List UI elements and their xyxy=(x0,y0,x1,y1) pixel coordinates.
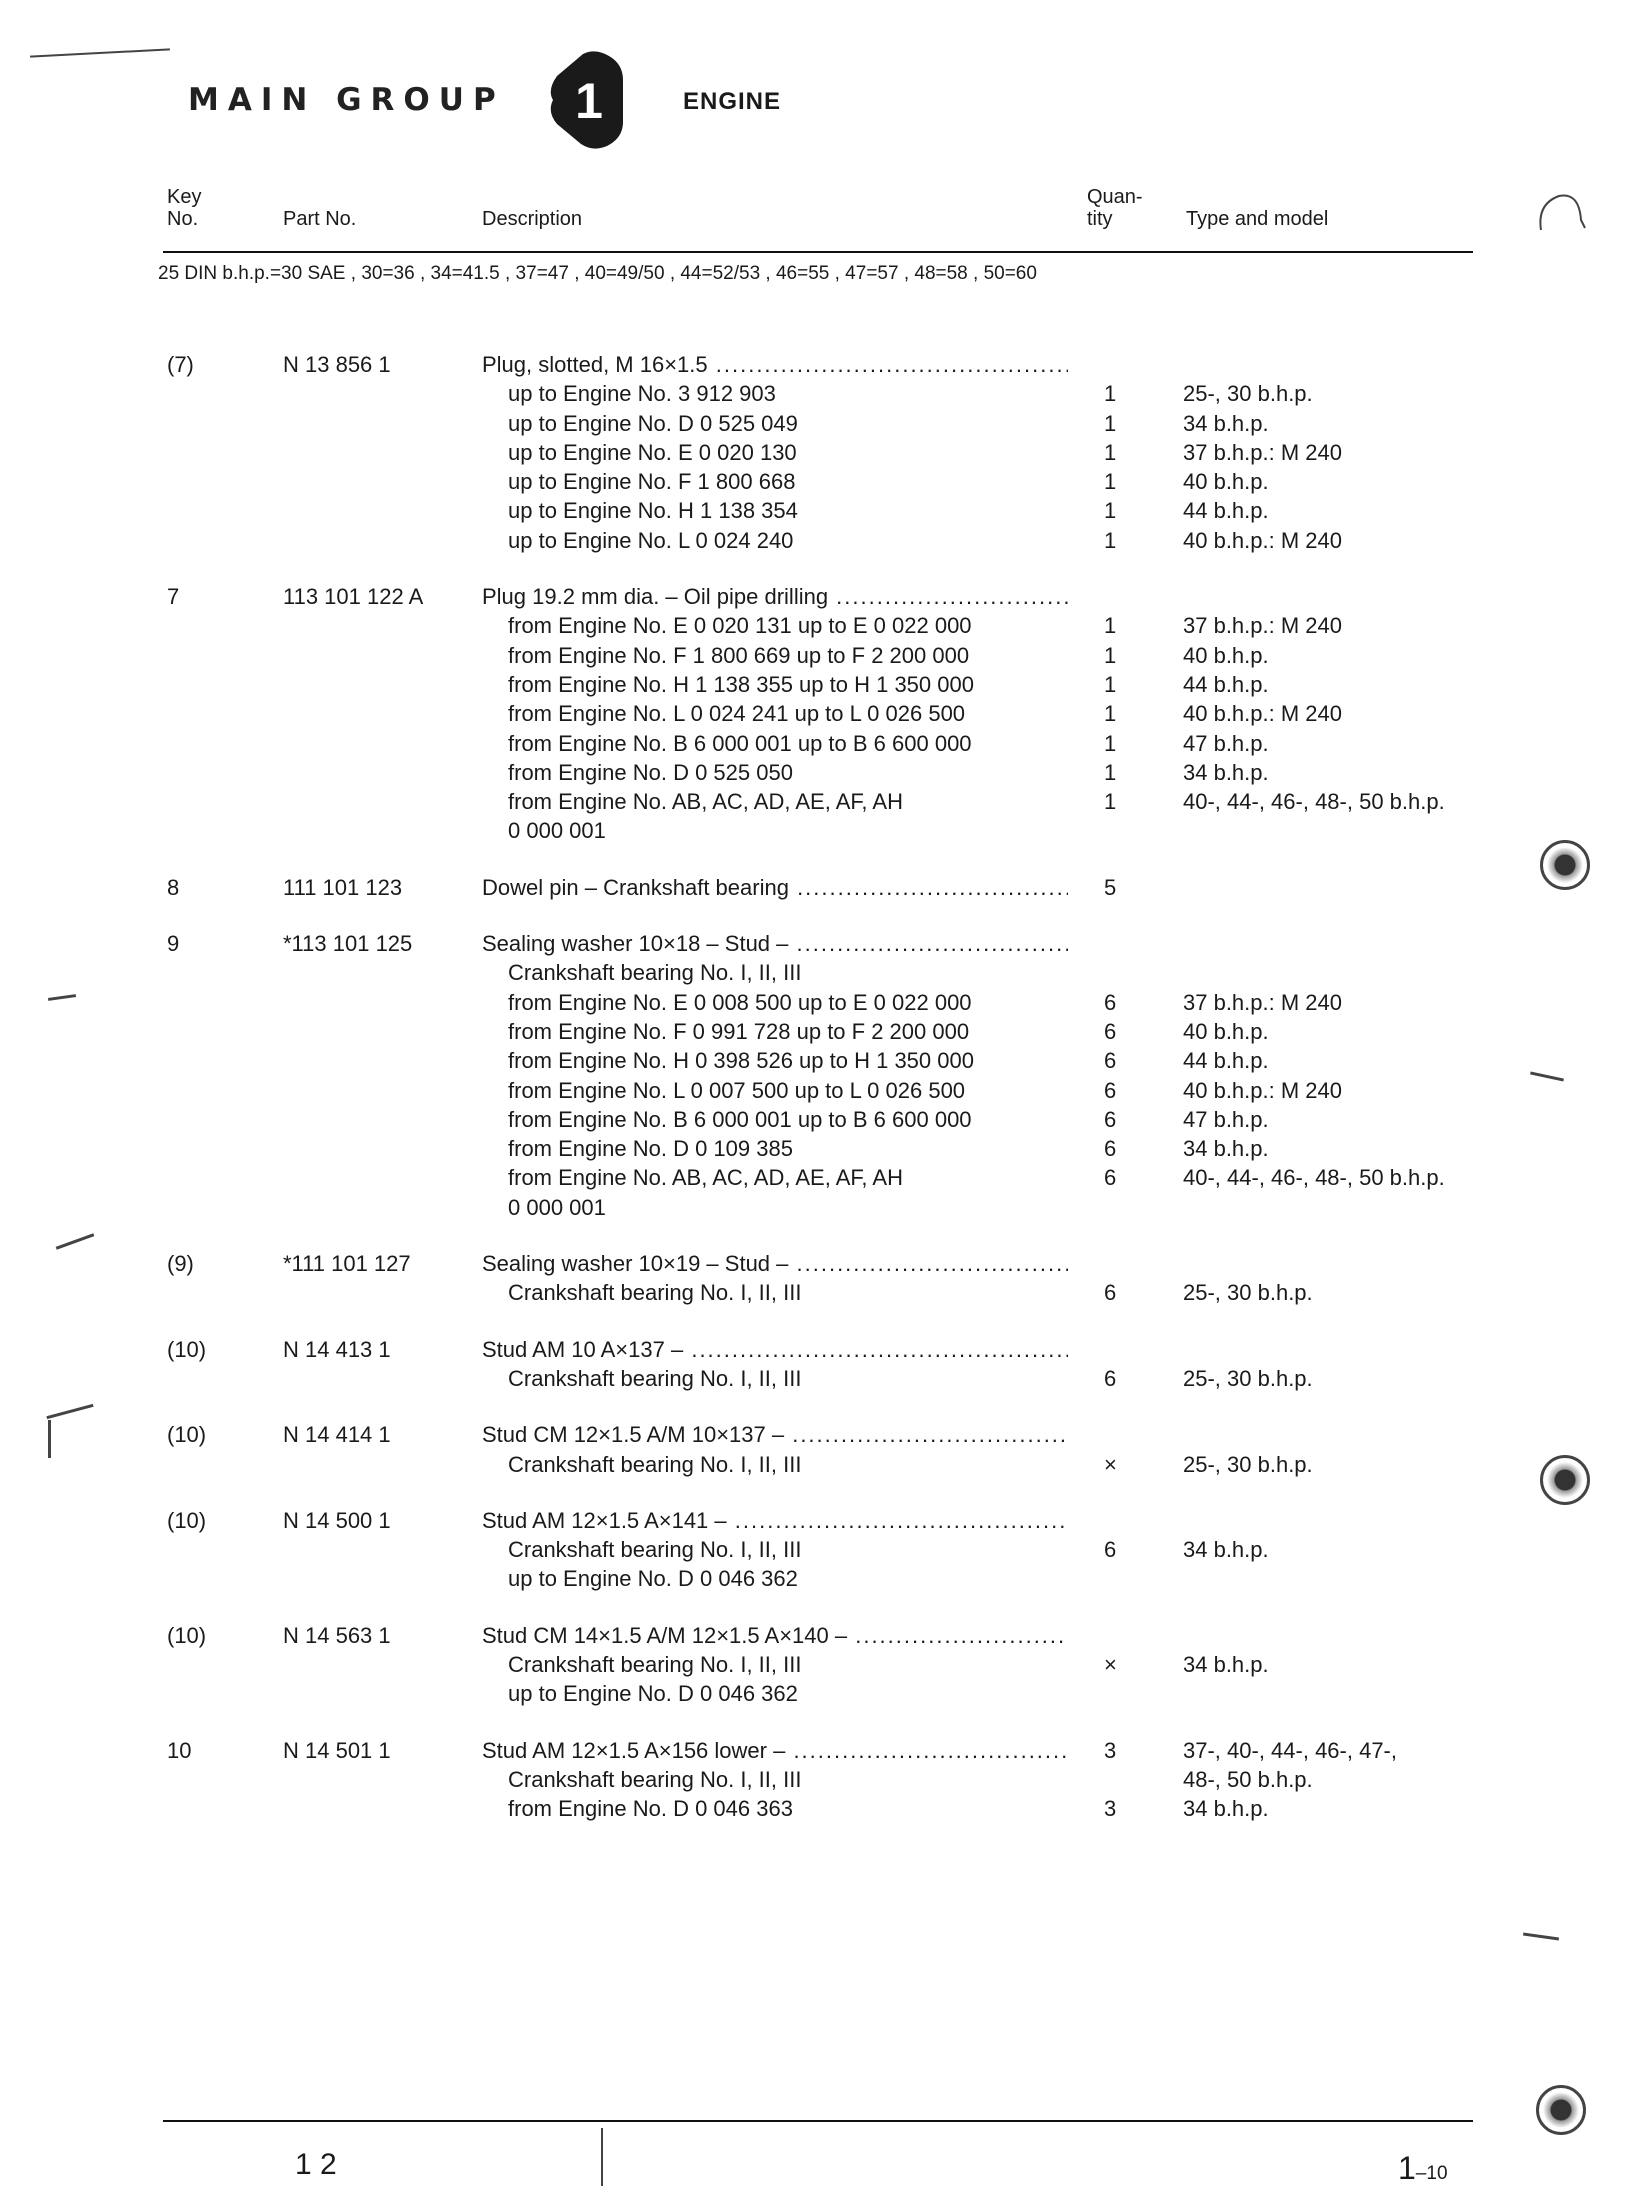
part-line xyxy=(0,873,1629,902)
part-line xyxy=(0,1621,1629,1650)
col-description: Description xyxy=(482,208,583,230)
part-line xyxy=(0,1076,1629,1105)
part-line xyxy=(0,438,1629,467)
bhp-ratio-note: 25 DIN b.h.p.=30 SAE , 30=36 , 34=41.5 , 37=47 , 40=49/50 , 44=52/53 , 46=55 , 47=57 , 48=58 , 50=60 xyxy=(158,263,1037,284)
part-description-detail: up to Engine No. D 0 525 049 xyxy=(508,410,798,436)
part-description: Plug 19.2 mm dia. – Oil pipe drilling ..... xyxy=(482,582,1068,611)
page-number-suffix: 10 xyxy=(1426,2163,1448,2184)
part-quantity: 1 xyxy=(1104,642,1117,668)
part-quantity: 6 xyxy=(1104,1537,1117,1563)
part-description-detail: up to Engine No. 3 912 903 xyxy=(508,381,776,407)
key-number: 9 xyxy=(167,931,180,957)
footer-left-mark: 1 2 xyxy=(295,2148,337,2181)
part-line xyxy=(0,1679,1629,1708)
part-line xyxy=(0,379,1629,408)
part-entry xyxy=(0,1249,1629,1308)
part-description-detail: from Engine No. AB, AC, AD, AE, AF, AH xyxy=(508,789,903,815)
part-description-detail: Crankshaft bearing No. I, II, III xyxy=(508,1280,802,1306)
part-quantity: 6 xyxy=(1104,1048,1117,1074)
part-line xyxy=(0,526,1629,555)
punch-hole-icon xyxy=(1540,1455,1590,1505)
part-quantity: 6 xyxy=(1104,1365,1117,1391)
col-quantity: Quan- tity xyxy=(1087,186,1143,230)
part-description-detail: from Engine No. B 6 000 001 up to B 6 600 000 xyxy=(508,1106,972,1132)
part-description-detail: from Engine No. H 0 398 526 up to H 1 350 000 xyxy=(508,1048,974,1074)
part-line xyxy=(0,787,1629,816)
part-quantity: 3 xyxy=(1104,1737,1117,1763)
part-line xyxy=(0,641,1629,670)
part-line xyxy=(0,1450,1629,1479)
part-line xyxy=(0,350,1629,379)
part-line xyxy=(0,1278,1629,1307)
key-number: (10) xyxy=(167,1422,207,1448)
part-number: 113 101 122 A xyxy=(283,584,424,610)
part-description-detail: Crankshaft bearing No. I, II, III xyxy=(508,1766,802,1792)
part-type-model: 34 b.h.p. xyxy=(1183,410,1269,436)
part-description-detail: 0 000 001 xyxy=(508,818,606,844)
part-quantity: 1 xyxy=(1104,469,1117,495)
part-entry xyxy=(0,1420,1629,1479)
part-line xyxy=(0,929,1629,958)
part-line xyxy=(0,816,1629,845)
part-description-detail: Crankshaft bearing No. I, II, III xyxy=(508,960,802,986)
part-line xyxy=(0,958,1629,987)
part-quantity: 1 xyxy=(1104,381,1117,407)
part-description-detail: from Engine No. D 0 046 363 xyxy=(508,1796,793,1822)
part-quantity: 1 xyxy=(1104,498,1117,524)
part-type-model: 40 b.h.p. xyxy=(1183,1018,1269,1044)
part-description-detail: Crankshaft bearing No. I, II, III xyxy=(508,1651,802,1677)
key-number: 7 xyxy=(167,584,180,610)
part-line xyxy=(0,1249,1629,1278)
part-line xyxy=(0,1193,1629,1222)
part-description-detail: Crankshaft bearing No. I, II, III xyxy=(508,1537,802,1563)
part-description-detail: from Engine No. E 0 008 500 up to E 0 022 000 xyxy=(508,989,972,1015)
part-quantity: 1 xyxy=(1104,701,1117,727)
part-description-detail: from Engine No. E 0 020 131 up to E 0 022 000 xyxy=(508,613,972,639)
part-description-detail: from Engine No. D 0 525 050 xyxy=(508,759,793,785)
part-quantity: 1 xyxy=(1104,759,1117,785)
part-quantity: 1 xyxy=(1104,730,1117,756)
part-number: *113 101 125 xyxy=(283,931,413,957)
part-type-model: 25-, 30 b.h.p. xyxy=(1183,1451,1313,1477)
part-description: Stud AM 12×1.5 A×156 lower – ..... xyxy=(482,1736,1068,1765)
part-line xyxy=(0,1506,1629,1535)
part-type-model: 25-, 30 b.h.p. xyxy=(1183,1365,1313,1391)
part-type-model: 44 b.h.p. xyxy=(1183,1048,1269,1074)
part-description: Sealing washer 10×18 – Stud – ..... xyxy=(482,929,1068,958)
part-description-detail: up to Engine No. L 0 024 240 xyxy=(508,527,794,553)
key-number: (7) xyxy=(167,352,194,377)
page-number-main: 1 xyxy=(1398,2150,1416,2186)
key-number: 10 xyxy=(167,1737,192,1763)
part-description: Stud CM 14×1.5 A/M 12×1.5 A×140 – ..... xyxy=(482,1621,1068,1650)
part-entry xyxy=(0,929,1629,1222)
part-line xyxy=(0,758,1629,787)
part-type-model: 40 b.h.p.: M 240 xyxy=(1183,1077,1342,1103)
part-line xyxy=(0,699,1629,728)
part-description-detail: from Engine No. H 1 138 355 up to H 1 350 000 xyxy=(508,671,974,697)
key-number: (9) xyxy=(167,1251,194,1277)
part-line xyxy=(0,729,1629,758)
main-group-label: MAIN GROUP xyxy=(188,82,505,118)
part-type-model: 25-, 30 b.h.p. xyxy=(1183,1280,1313,1306)
part-description-detail: 0 000 001 xyxy=(508,1194,606,1220)
part-line xyxy=(0,1134,1629,1163)
part-quantity: 1 xyxy=(1104,410,1117,436)
part-quantity: 1 xyxy=(1104,439,1117,465)
group-number-badge-icon xyxy=(543,50,625,150)
part-type-model: 25-, 30 b.h.p. xyxy=(1183,381,1313,407)
part-description: Plug, slotted, M 16×1.5 ..... xyxy=(482,350,1068,379)
part-quantity: 1 xyxy=(1104,789,1117,815)
col-key-no: Key No. xyxy=(167,186,202,230)
part-description-detail: up to Engine No. D 0 046 362 xyxy=(508,1681,798,1707)
part-line xyxy=(0,988,1629,1017)
part-description: Stud AM 12×1.5 A×141 – ..... xyxy=(482,1506,1068,1535)
part-description-detail: from Engine No. F 0 991 728 up to F 2 200 000 xyxy=(508,1018,970,1044)
part-line xyxy=(0,1335,1629,1364)
part-entry xyxy=(0,350,1629,555)
part-entry xyxy=(0,873,1629,902)
part-line xyxy=(0,1564,1629,1593)
part-quantity: 1 xyxy=(1104,671,1117,697)
part-type-model: 48-, 50 b.h.p. xyxy=(1183,1766,1313,1792)
part-type-model: 37 b.h.p.: M 240 xyxy=(1183,439,1342,465)
part-quantity: 5 xyxy=(1104,874,1117,900)
part-quantity: 6 xyxy=(1104,1106,1117,1132)
part-description-detail: Crankshaft bearing No. I, II, III xyxy=(508,1365,802,1391)
part-quantity: 3 xyxy=(1104,1796,1117,1822)
part-number: N 14 563 1 xyxy=(283,1622,391,1648)
part-quantity: 6 xyxy=(1104,1165,1117,1191)
part-description: Sealing washer 10×19 – Stud – ..... xyxy=(482,1249,1068,1278)
scan-mark xyxy=(48,1420,51,1458)
part-quantity: 6 xyxy=(1104,1018,1117,1044)
scan-smudge-icon xyxy=(1535,190,1591,240)
part-description-detail: from Engine No. F 1 800 669 up to F 2 200 000 xyxy=(508,642,970,668)
page-number: 1–10 xyxy=(1398,2150,1448,2186)
part-description-detail: Crankshaft bearing No. I, II, III xyxy=(508,1451,802,1477)
part-type-model: 40 b.h.p. xyxy=(1183,642,1269,668)
part-type-model: 37 b.h.p.: M 240 xyxy=(1183,613,1342,639)
part-type-model: 40 b.h.p.: M 240 xyxy=(1183,701,1342,727)
part-type-model: 34 b.h.p. xyxy=(1183,1136,1269,1162)
part-type-model: 40-, 44-, 46-, 48-, 50 b.h.p. xyxy=(1183,1165,1445,1191)
part-entry xyxy=(0,1736,1629,1824)
key-number: (10) xyxy=(167,1336,207,1362)
scan-mark xyxy=(30,48,170,57)
part-type-model: 37 b.h.p.: M 240 xyxy=(1183,989,1342,1015)
part-description: Dowel pin – Crankshaft bearing ..... xyxy=(482,873,1068,902)
part-type-model: 44 b.h.p. xyxy=(1183,498,1269,524)
part-entry xyxy=(0,1506,1629,1594)
part-type-model: 44 b.h.p. xyxy=(1183,671,1269,697)
part-entry xyxy=(0,1335,1629,1394)
group-number: 1 xyxy=(575,73,603,129)
punch-hole-icon xyxy=(1536,2085,1586,2135)
part-number: N 14 501 1 xyxy=(283,1737,391,1763)
header-rule xyxy=(163,251,1473,253)
part-entry xyxy=(0,582,1629,846)
group-name: ENGINE xyxy=(683,88,782,115)
part-line xyxy=(0,1765,1629,1794)
part-line xyxy=(0,582,1629,611)
part-quantity: 6 xyxy=(1104,1077,1117,1103)
part-type-model: 37-, 40-, 44-, 46-, 47-, xyxy=(1183,1737,1397,1763)
part-entry xyxy=(0,1621,1629,1709)
part-line xyxy=(0,1420,1629,1449)
key-number: (10) xyxy=(167,1507,207,1533)
part-description-detail: from Engine No. L 0 007 500 up to L 0 026 500 xyxy=(508,1077,966,1103)
part-description-detail: from Engine No. D 0 109 385 xyxy=(508,1136,793,1162)
part-number: N 14 500 1 xyxy=(283,1507,391,1533)
part-quantity: 1 xyxy=(1104,527,1117,553)
part-type-model: 40 b.h.p.: M 240 xyxy=(1183,527,1342,553)
part-description-detail: from Engine No. AB, AC, AD, AE, AF, AH xyxy=(508,1165,903,1191)
part-number: 111 101 123 xyxy=(283,874,403,900)
part-quantity: 1 xyxy=(1104,613,1117,639)
part-line xyxy=(0,670,1629,699)
part-quantity: × xyxy=(1104,1451,1117,1477)
part-description-detail: from Engine No. B 6 000 001 up to B 6 600 000 xyxy=(508,730,972,756)
part-line xyxy=(0,1163,1629,1192)
part-description-detail: from Engine No. L 0 024 241 up to L 0 026 500 xyxy=(508,701,966,727)
parts-list xyxy=(0,350,1629,1850)
part-description-detail: up to Engine No. F 1 800 668 xyxy=(508,469,796,495)
part-number: N 14 414 1 xyxy=(283,1422,391,1448)
part-description-detail: up to Engine No. H 1 138 354 xyxy=(508,498,798,524)
part-description: Stud CM 12×1.5 A/M 10×137 – ..... xyxy=(482,1420,1068,1449)
part-type-model: 47 b.h.p. xyxy=(1183,730,1269,756)
part-line xyxy=(0,1046,1629,1075)
col-type-and-model: Type and model xyxy=(1186,208,1329,230)
scan-mark xyxy=(1523,1933,1559,1941)
part-description-detail: up to Engine No. D 0 046 362 xyxy=(508,1566,798,1592)
part-type-model: 34 b.h.p. xyxy=(1183,759,1269,785)
part-line xyxy=(0,1736,1629,1765)
key-number: 8 xyxy=(167,874,180,900)
punch-hole-icon xyxy=(1540,840,1590,890)
part-type-model: 40 b.h.p. xyxy=(1183,469,1269,495)
key-number: (10) xyxy=(167,1622,207,1648)
part-line xyxy=(0,611,1629,640)
part-quantity: 6 xyxy=(1104,1136,1117,1162)
part-line xyxy=(0,1794,1629,1823)
part-number: N 13 856 1 xyxy=(283,352,391,377)
part-number: N 14 413 1 xyxy=(283,1336,391,1362)
part-line xyxy=(0,1535,1629,1564)
part-line xyxy=(0,1364,1629,1393)
part-type-model: 34 b.h.p. xyxy=(1183,1651,1269,1677)
part-description: Stud AM 10 A×137 – ..... xyxy=(482,1335,1068,1364)
part-line xyxy=(0,1650,1629,1679)
part-quantity: × xyxy=(1104,1651,1117,1677)
part-type-model: 40-, 44-, 46-, 48-, 50 b.h.p. xyxy=(1183,789,1445,815)
part-line xyxy=(0,1105,1629,1134)
part-type-model: 34 b.h.p. xyxy=(1183,1537,1269,1563)
part-description-detail: up to Engine No. E 0 020 130 xyxy=(508,439,797,465)
part-type-model: 47 b.h.p. xyxy=(1183,1106,1269,1132)
part-line xyxy=(0,496,1629,525)
footer-rule xyxy=(163,2120,1473,2122)
footer-tick-mark xyxy=(601,2128,603,2186)
col-part-no: Part No. xyxy=(283,208,357,230)
part-line xyxy=(0,1017,1629,1046)
part-quantity: 6 xyxy=(1104,1280,1117,1306)
part-type-model: 34 b.h.p. xyxy=(1183,1796,1269,1822)
part-line xyxy=(0,409,1629,438)
part-number: *111 101 127 xyxy=(283,1251,411,1277)
part-line xyxy=(0,467,1629,496)
part-quantity: 6 xyxy=(1104,989,1117,1015)
